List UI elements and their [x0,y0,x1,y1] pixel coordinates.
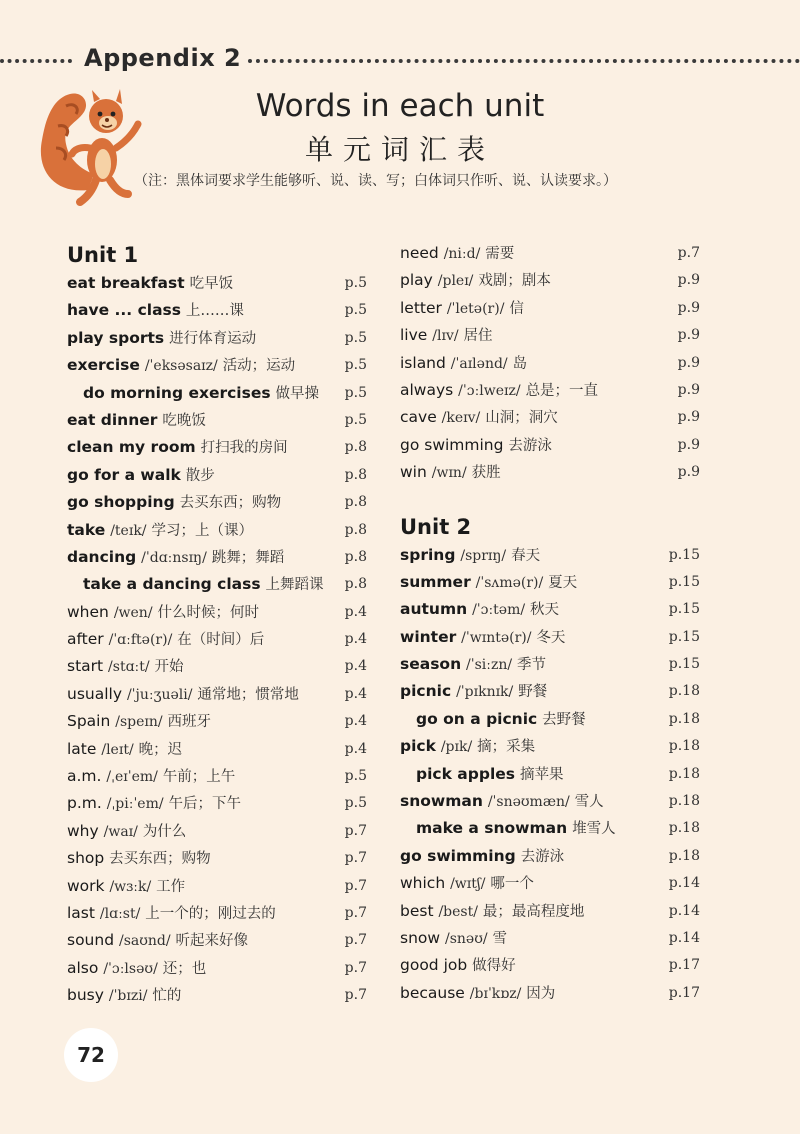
appendix-label: Appendix 2 [84,44,242,72]
vocab-entry [67,270,367,297]
vocab-phonetic: /ˈdɑːnsɪŋ/ [141,549,207,566]
vocab-meaning: 居住 [463,328,493,345]
vocab-page-ref: p.7 [344,959,367,976]
vocab-word: because [400,983,465,1002]
vocab-page-ref: p.14 [668,875,700,892]
vocab-page-ref: p.9 [677,464,700,481]
vocab-meaning: 在（时间）后 [177,632,265,649]
vocab-word: which [400,874,446,893]
vocab-page-ref: p.17 [668,957,700,974]
vocab-entry [67,571,367,598]
vocab-meaning: 信 [509,300,524,317]
vocab-entry [400,240,700,267]
vocab-phonetic: /ˈɑːftə(r)/ [108,632,173,649]
vocab-list [400,542,700,1008]
vocab-word: season [400,655,462,674]
vocab-phonetic: /ˈsiːzn/ [466,657,513,674]
vocab-word: need [400,244,439,262]
dotted-rule-left [0,59,72,63]
vocab-phonetic: /ˈjuːʒuəli/ [126,686,193,703]
vocab-word: island [400,353,446,372]
vocab-list-continued [400,240,700,487]
vocab-page-ref: p.7 [677,245,700,261]
vocab-phonetic: /teɪk/ [110,522,147,539]
vocab-meaning: 上舞蹈课 [265,577,324,594]
vocab-phonetic: /speɪn/ [115,714,163,731]
vocab-page-ref: p.4 [344,740,367,757]
vocab-page-ref: p.5 [344,384,367,401]
vocab-phonetic: /ˈɔːlsəʊ/ [103,960,158,977]
vocab-word: live [400,326,428,345]
vocab-entry [67,325,367,352]
vocab-phonetic: /ˈbɪzi/ [108,988,148,1005]
vocab-word: work [67,876,105,895]
vocab-entry [67,873,367,900]
vocab-phonetic: /ˈɔːtəm/ [472,602,526,619]
vocab-entry [67,599,367,626]
vocab-page-ref: p.15 [668,628,700,645]
vocab-entry [67,927,367,954]
vocab-entry [400,404,700,431]
vocab-meaning: 获胜 [471,465,501,482]
vocab-meaning: 午前；上午 [162,769,236,786]
vocab-word: shop [67,849,105,868]
vocab-phonetic: /pleɪ/ [437,273,474,290]
vocab-entry [400,322,700,349]
vocab-entry [400,788,700,815]
vocab-meaning: 通常地；惯常地 [197,686,299,703]
vocab-word: good job [400,956,468,975]
vocab-word: summer [400,572,471,591]
vocab-page-ref: p.9 [677,299,700,316]
vocab-meaning: 吃晚饭 [162,412,206,429]
vocab-meaning: 夏天 [548,574,578,591]
vocab-meaning: 做得好 [472,958,516,975]
vocab-phonetic: /wɪn/ [431,465,467,482]
vocab-page-ref: p.18 [668,765,700,782]
vocab-entry [400,952,700,979]
vocab-meaning: 听起来好像 [175,933,249,950]
vocab-entry [67,736,367,763]
vocab-page-ref: p.9 [677,327,700,344]
vocab-phonetic: /bɪˈkɒz/ [469,985,522,1002]
vocab-word: go for a walk [67,465,181,484]
vocab-page-ref: p.17 [668,984,700,1001]
vocab-meaning: 活动；运动 [222,358,296,375]
vocab-entry [400,925,700,952]
vocab-word: also [67,958,99,977]
vocab-meaning: 冬天 [536,629,566,646]
vocab-meaning: 忙的 [152,988,182,1005]
vocab-meaning: 岛 [512,355,528,372]
header-bar [0,44,800,76]
vocab-entry [400,980,700,1007]
vocab-entry [67,626,367,653]
vocab-phonetic: /ˈpɪknɪk/ [456,684,514,701]
vocab-entry [67,517,367,544]
vocab-entry [67,352,367,379]
vocab-page-ref: p.18 [668,847,700,864]
vocab-entry [67,297,367,324]
vocab-entry [67,955,367,982]
vocab-meaning: 什么时候；何时 [157,604,259,621]
vocab-entry [67,407,367,434]
vocab-entry [67,544,367,571]
vocab-word: make a snowman [416,819,568,838]
vocab-word: have ... class [67,301,181,320]
vocab-meaning: 需要 [485,246,515,262]
vocab-page-ref: p.18 [668,820,700,837]
vocab-page-ref: p.7 [344,822,367,839]
vocab-phonetic: /saʊnd/ [118,933,171,950]
vocab-entry [400,377,700,404]
vocab-meaning: 戏剧；剧本 [478,273,551,290]
vocab-meaning: 上一个的；刚过去的 [145,905,276,922]
vocab-phonetic: /snəʊ/ [445,930,488,947]
vocab-entry [400,596,700,623]
vocab-meaning: 进行体育运动 [169,330,257,347]
squirrel-illustration [36,82,148,210]
vocab-entry [400,870,700,897]
vocab-phonetic: /pɪk/ [440,739,473,756]
vocab-word: go on a picnic [416,709,538,728]
vocab-word: letter [400,298,442,317]
vocab-meaning: 秋天 [530,602,560,619]
vocab-entry [400,459,700,486]
vocab-page-ref: p.5 [344,411,367,428]
vocab-entry [400,898,700,925]
vocab-phonetic: /wen/ [113,604,153,621]
vocab-word: usually [67,684,123,703]
vocab-meaning: 最；最高程度地 [482,903,585,920]
vocab-entry [67,845,367,872]
vocab-entry [400,815,700,842]
vocab-meaning: 摘苹果 [519,766,564,783]
vocab-word: why [67,821,99,840]
vocab-phonetic: /stɑːt/ [108,659,150,676]
vocab-page-ref: p.4 [344,685,367,702]
vocab-meaning: 山洞；洞穴 [485,410,558,427]
vocab-meaning: 晚；迟 [138,741,183,758]
vocab-word: exercise [67,356,140,375]
vocab-word: dancing [67,547,137,566]
vocab-entry [400,624,700,651]
right-column [400,240,700,1007]
vocab-phonetic: /ˈsʌmə(r)/ [475,574,544,591]
vocab-meaning: 去野餐 [542,711,586,728]
vocab-phonetic: /sprɪŋ/ [460,547,507,564]
vocab-word: Spain [67,712,111,731]
vocab-page-ref: p.9 [677,354,700,371]
vocab-page-ref: p.4 [344,603,367,620]
vocab-page-ref: p.8 [344,466,367,483]
vocab-word: late [67,739,97,758]
vocab-phonetic: /lɪv/ [432,328,459,345]
vocab-word: a.m. [67,767,102,786]
vocab-page-ref: p.4 [344,658,367,675]
vocab-page-ref: p.18 [668,738,700,755]
vocab-word: spring [400,545,456,564]
vocab-meaning: 开始 [154,659,184,676]
vocab-word: when [67,602,109,621]
vocab-entry [67,681,367,708]
vocab-word: start [67,657,104,676]
vocab-phonetic: /wɪtʃ/ [450,876,486,893]
vocab-entry [67,790,367,817]
vocab-word: best [400,901,434,920]
vocab-entry [67,653,367,680]
vocab-phonetic: /ˈwɪntə(r)/ [461,629,532,646]
page-subtitle: 单元词汇表 [304,133,495,166]
vocab-phonetic: /ˈsnəʊmæn/ [487,794,570,811]
vocab-meaning: 做早操 [275,385,320,402]
vocab-page-ref: p.5 [344,357,367,374]
vocab-page-ref: p.9 [677,381,700,398]
vocab-page-ref: p.7 [344,932,367,949]
page-title: Words in each unit [255,88,545,124]
vocab-meaning: 上……课 [185,303,244,320]
vocab-page-ref: p.4 [344,631,367,648]
vocab-page-ref: p.8 [344,576,367,593]
vocab-page-ref: p.5 [344,329,367,346]
vocab-phonetic: /niːd/ [443,246,481,262]
vocab-meaning: 去买东西；购物 [109,851,211,868]
vocab-entry [400,569,700,596]
vocab-phonetic: /ˌpiːˈem/ [106,796,164,813]
vocab-entry [400,733,700,760]
vocab-meaning: 为什么 [142,823,187,840]
vocab-meaning: 季节 [517,657,547,674]
vocab-word: pick apples [416,764,516,783]
vocab-entry [400,267,700,294]
vocab-word: eat dinner [67,410,158,429]
vocab-phonetic: /ˌeɪˈem/ [106,769,158,786]
vocab-word: winter [400,627,457,646]
vocab-entry [400,678,700,705]
vocab-word: snow [400,928,441,947]
vocab-word: eat breakfast [67,274,185,292]
vocab-meaning: 午后；下午 [168,796,242,813]
vocab-entry [400,295,700,322]
vocab-page-ref: p.9 [677,436,700,453]
vocab-phonetic: /leɪt/ [101,741,134,758]
vocab-phonetic: /keɪv/ [441,410,481,427]
vocab-word: sound [67,931,115,950]
vocab-entry [67,434,367,461]
vocab-phonetic: /ˈaɪlənd/ [450,355,508,372]
unit-heading: Unit 1 [67,243,139,267]
vocab-phonetic: /waɪ/ [103,823,138,840]
vocab-word: after [67,630,104,649]
vocab-phonetic: /best/ [438,903,478,920]
vocab-word: cave [400,408,437,427]
vocab-word: always [400,380,454,399]
vocab-meaning: 去买东西；购物 [179,495,282,512]
vocab-page-ref: p.8 [344,548,367,565]
vocab-entry [400,706,700,733]
vocab-page-ref: p.8 [344,521,367,538]
vocab-word: p.m. [67,794,102,813]
vocab-meaning: 摘；采集 [477,739,536,756]
vocab-page-ref: p.5 [344,302,367,319]
left-column [67,240,367,1010]
vocab-entry [67,708,367,735]
vocab-meaning: 因为 [526,985,556,1002]
vocab-word: go swimming [400,846,516,865]
vocab-meaning: 春天 [511,547,541,564]
vocab-entry [67,818,367,845]
vocab-page-ref: p.8 [344,494,367,511]
vocab-entry [67,462,367,489]
vocab-meaning: 跳舞；舞蹈 [211,549,285,566]
vocab-page-ref: p.9 [677,409,700,426]
vocab-word: go shopping [67,493,175,512]
vocab-phonetic: /lɑːst/ [99,905,141,922]
section-gap [400,487,700,512]
vocab-meaning: 学习；上（课） [151,522,253,539]
vocab-meaning: 还；也 [162,960,207,977]
vocab-word: pick [400,737,436,756]
vocab-meaning: 总是；一直 [525,382,599,399]
vocab-page-ref: p.15 [668,601,700,618]
vocab-meaning: 工作 [156,878,186,895]
vocab-page-ref: p.15 [668,656,700,673]
vocab-phonetic: /ˈletə(r)/ [446,300,505,317]
vocab-page-ref: p.18 [668,793,700,810]
vocab-list [67,270,367,1010]
vocab-word: snowman [400,792,483,811]
vocab-meaning: 去游泳 [508,437,552,454]
vocab-word: do morning exercises [83,383,271,402]
vocab-page-ref: p.14 [668,902,700,919]
vocab-phonetic: /wɜːk/ [109,878,152,895]
vocab-word: busy [67,986,104,1005]
page-number: 72 [64,1028,118,1082]
vocab-page-ref: p.5 [344,795,367,812]
vocab-entry [67,982,367,1009]
vocab-entry [400,432,700,459]
vocab-page-ref: p.15 [668,573,700,590]
vocab-page-ref: p.8 [344,439,367,456]
vocab-page-ref: p.18 [668,683,700,700]
vocab-phonetic: /ˈɔːlweɪz/ [458,382,521,399]
vocab-word: picnic [400,682,452,701]
vocab-meaning: 吃早饭 [189,276,234,292]
vocab-meaning: 散步 [185,467,215,484]
vocab-page-ref: p.7 [344,877,367,894]
vocab-entry [400,843,700,870]
vocab-page-ref: p.15 [668,546,700,563]
vocab-word: clean my room [67,438,196,457]
vocab-meaning: 去游泳 [520,848,565,865]
vocab-entry [400,761,700,788]
vocab-entry [400,651,700,678]
vocab-meaning: 堆雪人 [572,821,616,838]
unit-heading: Unit 2 [400,514,472,539]
vocab-meaning: 雪 [492,930,508,947]
vocab-entry [400,542,700,569]
vocab-phonetic: /ˈeksəsaɪz/ [144,358,218,375]
vocab-word: win [400,463,427,482]
vocab-page-ref: p.4 [344,713,367,730]
vocab-word: go swimming [400,435,504,454]
vocab-entry [400,350,700,377]
vocab-word: autumn [400,600,468,619]
vocab-page-ref: p.7 [344,850,367,867]
vocab-meaning: 雪人 [574,794,604,811]
vocab-page-ref: p.7 [344,987,367,1004]
vocab-word: take [67,520,106,539]
vocab-meaning: 打扫我的房间 [200,440,288,457]
instruction-note: （注：黑体词要求学生能够听、说、读、写；白体词只作听、说、认读要求。） [134,173,617,189]
vocab-page-ref: p.18 [668,710,700,727]
vocab-page-ref: p.9 [677,272,700,289]
vocab-page-ref: p.7 [344,904,367,921]
vocab-word: play sports [67,328,165,347]
vocab-meaning: 野餐 [518,684,548,701]
vocab-word: take a dancing class [83,575,261,594]
vocab-page-ref: p.14 [668,929,700,946]
vocab-entry [67,900,367,927]
vocab-meaning: 哪一个 [490,876,534,893]
dotted-rule-right [248,59,800,63]
vocab-entry [67,763,367,790]
vocab-page-ref: p.5 [344,275,367,291]
vocab-word: play [400,271,433,290]
vocab-entry [67,380,367,407]
vocab-word: last [67,903,95,922]
vocab-page-ref: p.5 [344,768,367,785]
vocab-entry [67,489,367,516]
vocab-meaning: 西班牙 [167,714,212,731]
